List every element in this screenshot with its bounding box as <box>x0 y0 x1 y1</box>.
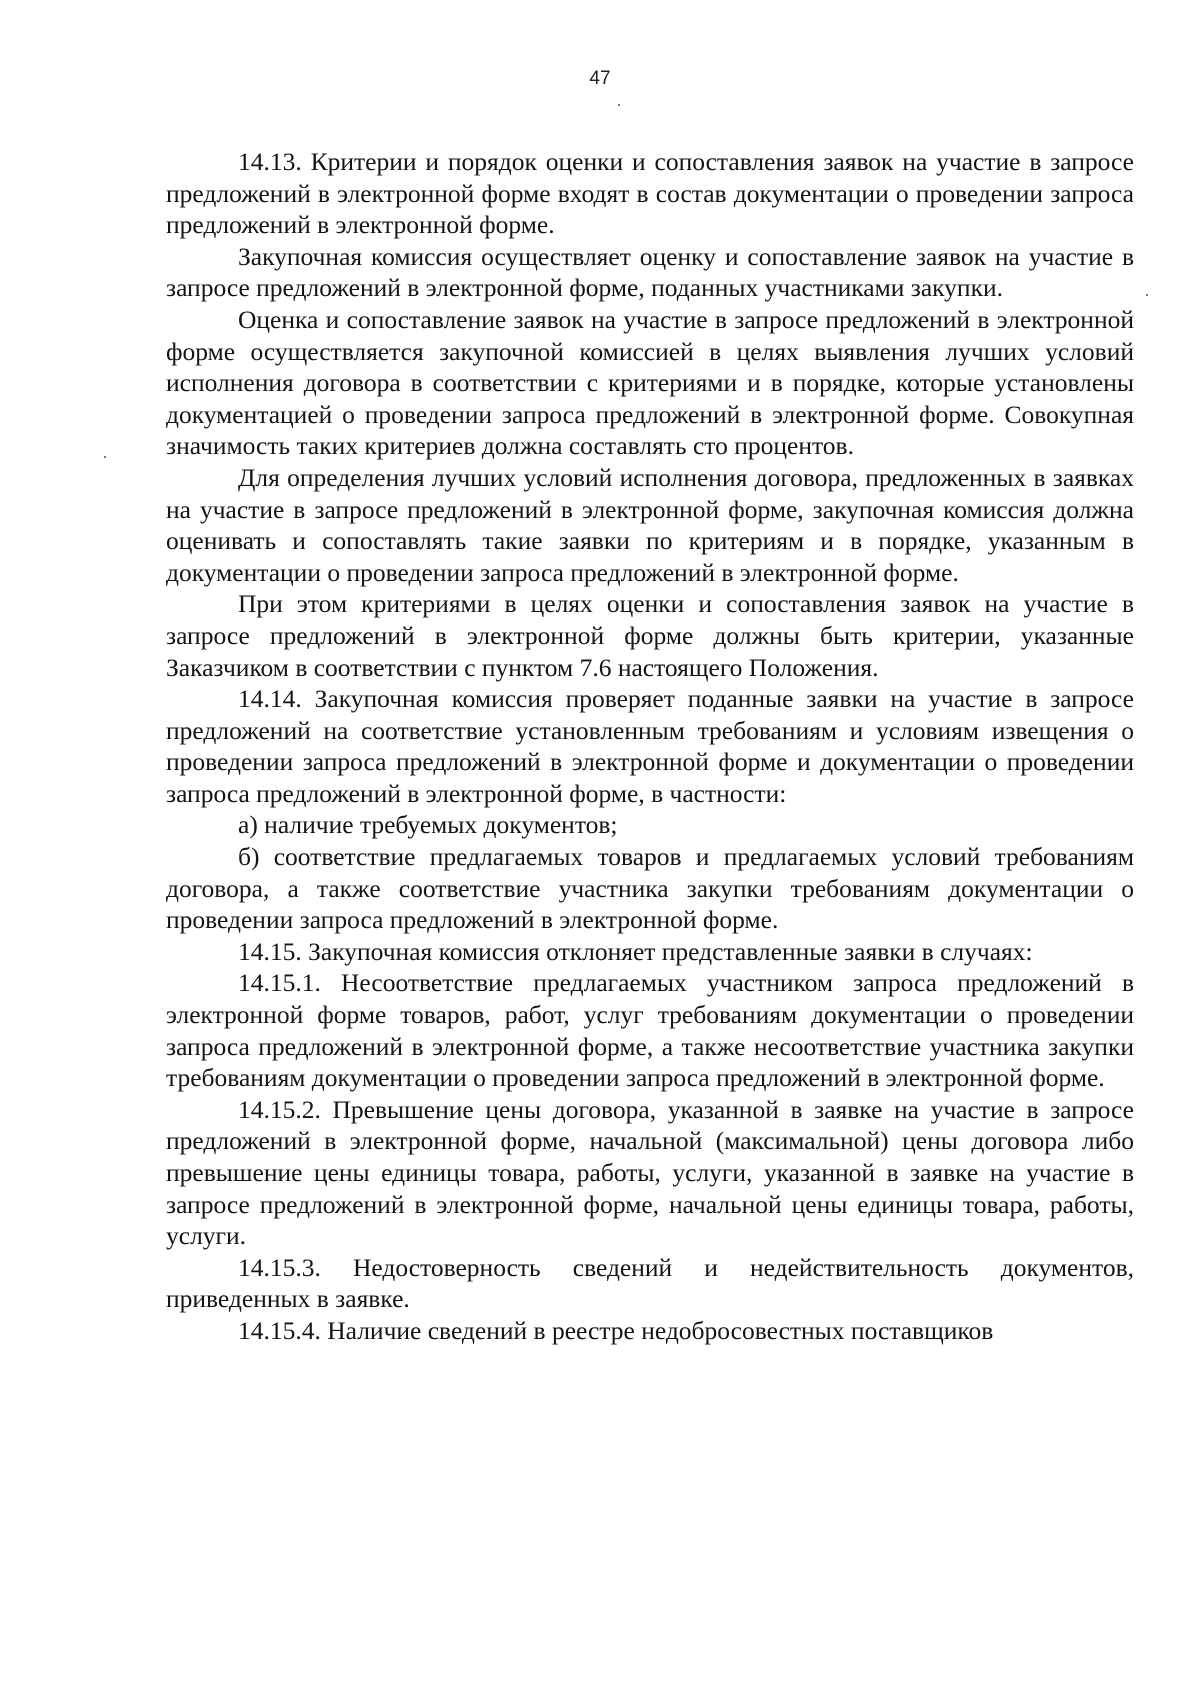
paragraph-14-15-1: 14.15.1. Несоответствие предлагаемых участником запроса предложений в электронной форме товаров, работ, услуг требованиям документации о проведении запроса предложений в электронной форме, а также несоответствие участника закупки требованиям документации о проведении запроса предложений в электронной форме. <box>166 968 1134 1093</box>
paragraph-14-15: 14.15. Закупочная комиссия отклоняет представленные заявки в случаях: <box>238 936 1033 966</box>
paragraph-14-15-4: 14.15.4. Наличие сведений в реестре недобросовестных поставщиков <box>238 1315 994 1345</box>
scan-artifact-dot <box>104 456 106 458</box>
scan-artifact-dot <box>618 104 620 106</box>
list-item-a: а) наличие требуемых документов; <box>238 810 618 840</box>
paragraph-criteria: При этом критериями в целях оценки и сопоставления заявок на участие в запросе предложений в электронной форме должны быть критерии, указанные Заказчиком в соответствии с пунктом 7.6 настоящего Положения. <box>166 589 1134 682</box>
list-item-b: б) соответствие предлагаемых товаров и предлагаемых условий требованиям договора, а также соответствие участника закупки требованиям документации о проведении запроса предложений в электронной форме. <box>166 842 1134 935</box>
paragraph-14-15-3: 14.15.3. Недостоверность сведений и недействительность документов, приведенных в заявке. <box>166 1252 1134 1314</box>
page-number: 47 <box>589 68 611 89</box>
paragraph-14-13: 14.13. Критерии и порядок оценки и сопоставления заявок на участие в запросе предложений в электронной форме входят в состав документации о проведении запроса предложений в электронной форме. <box>166 147 1134 240</box>
paragraph-14-15-2: 14.15.2. Превышение цены договора, указанной в заявке на участие в запросе предложений в электронной форме, начальной (максимальной) цены договора либо превышение цены единицы товара, работы, услуги, указанной в заявке на участие в запросе предложений в электронной форме, начальной цены единицы товара, работы, услуги. <box>166 1094 1134 1251</box>
scan-artifact-dot <box>1146 294 1148 296</box>
paragraph-best-conditions: Для определения лучших условий исполнения договора, предложенных в заявках на участие в запросе предложений в электронной форме, закупочная комиссия должна оценивать и сопоставлять такие заявки по критериям и в порядке, указанным в документации о проведении запроса предложений в электронной форме. <box>166 462 1134 587</box>
document-body <box>166 146 1134 1347</box>
paragraph-evaluation-purpose: Оценка и сопоставление заявок на участие в запросе предложений в электронной форме осуществляется закупочной комиссией в целях выявления лучших условий исполнения договора в соответствии с критериями и в порядке, которые установлены документацией о проведении запроса предложений в электронной форме. Совокупная значимость таких критериев должна составлять сто процентов. <box>166 304 1134 461</box>
paragraph-14-14: 14.14. Закупочная комиссия проверяет поданные заявки на участие в запросе предложений на соответствие установленным требованиям и условиям извещения о проведении запроса предложений в электронной форме и документации о проведении запроса предложений в электронной форме, в частности: <box>166 684 1134 808</box>
paragraph-evaluation-by-commission: Закупочная комиссия осуществляет оценку и сопоставление заявок на участие в запросе предложений в электронной форме, поданных участниками закупки. <box>166 241 1134 303</box>
